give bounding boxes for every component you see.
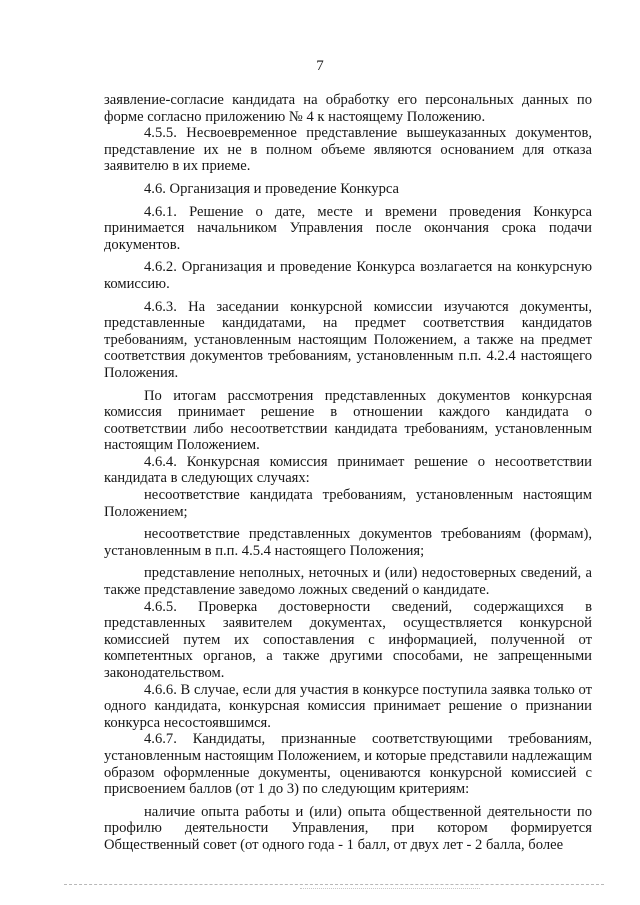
scan-artifact-line — [64, 884, 604, 885]
paragraph-4-6-5: 4.6.5. Проверка достоверности сведений, содержащихся в представленных заявителем документах, осуществляется конкурсной комиссией путем их сопоставления с информацией, полученной от компетентных органов, а также другими способами, не запрещенными законодательством. — [104, 598, 592, 681]
paragraph-4-6-4: 4.6.4. Конкурсная комиссия принимает решение о несоответствии кандидата в следующих случаях: — [104, 453, 592, 487]
paragraph-consent-statement: заявление-согласие кандидата на обработку его персональных данных по форме согласно приложению № 4 к настоящему Положению. — [104, 92, 592, 125]
paragraph-4-6-3: 4.6.3. На заседании конкурсной комиссии изучаются документы, представленные кандидатами, на предмет соответствия кандидатов требованиям, установленным настоящим Положением, а также на предмет соответствия документов требованиям, установленным п.п. 4.2.4 настоящего Положения. — [104, 298, 592, 381]
paragraph-4-6-7: 4.6.7. Кандидаты, признанные соответствующими требованиям, установленным настоящим Положением, и которые представили надлежащим образом оформленные документы, оцениваются конкурсной комиссией с присвоением баллов (от 1 до 3) по следующим критериям: — [104, 731, 592, 798]
list-item-false-information: представление неполных, неточных и (или) недостоверных сведений, а также представление заведомо ложных сведений о кандидате. — [104, 565, 592, 599]
paragraph-4-5-5: 4.5.5. Несвоевременное представление вышеуказанных документов, представление их не в полном объеме являются основанием для отказа заявителю в их приеме. — [104, 125, 592, 175]
page-number: 7 — [316, 58, 324, 74]
paragraph-4-6-6: 4.6.6. В случае, если для участия в конкурсе поступила заявка только от одного кандидата, конкурсная комиссия принимает решение о признании конкурса несостоявшимся. — [104, 681, 592, 731]
paragraph-review-results: По итогам рассмотрения представленных документов конкурсная комиссия принимает решение в отношении каждого кандидата о соответствии либо несоответствии кандидата требованиям, установленным настоящим Положением. — [104, 387, 592, 454]
paragraph-4-6-2: 4.6.2. Организация и проведение Конкурса возлагается на конкурсную комиссию. — [104, 259, 592, 292]
scan-artifact-line-secondary — [300, 888, 480, 889]
paragraph-4-6-1: 4.6.1. Решение о дате, месте и времени проведения Конкурса принимается начальником Управления после окончания срока подачи документов. — [104, 203, 592, 253]
section-heading-4-6: 4.6. Организация и проведение Конкурса — [144, 180, 400, 197]
document-body — [104, 92, 592, 854]
list-item-experience-criterion: наличие опыта работы и (или) опыта общественной деятельности по профилю деятельности Управления, при котором формируется Общественный совет (от одного года - 1 балл, от двух лет - 2 балла, более — [104, 803, 592, 853]
list-item-documents-mismatch: несоответствие представленных документов требованиям (формам), установленным в п.п. 4.5.4 настоящего Положения; — [104, 526, 592, 559]
list-item-candidate-mismatch: несоответствие кандидата требованиям, установленным настоящим Положением; — [104, 487, 592, 520]
